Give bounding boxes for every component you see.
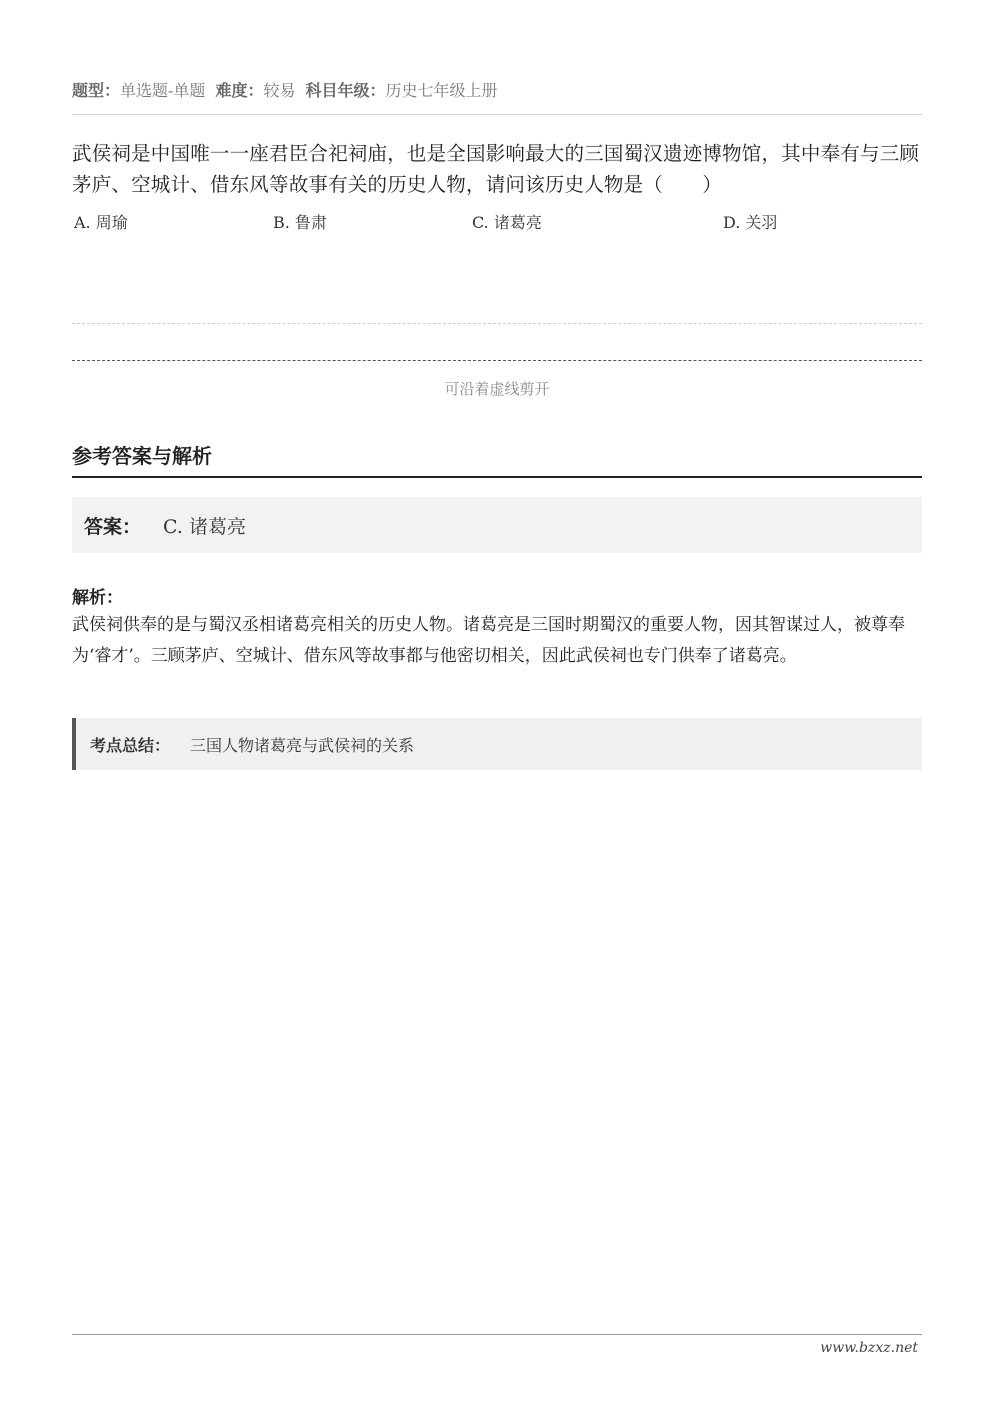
solution-section-divider <box>72 476 922 478</box>
option-b: B. 鲁肃 <box>273 213 327 232</box>
option-a: A. 周瑜 <box>74 213 128 232</box>
solution-section-title: 参考答案与解析 <box>72 444 212 468</box>
subject-value: 历史七年级上册 <box>385 81 498 100</box>
analysis-label: 解析： <box>72 588 123 608</box>
cut-hint: 可沿着虚线剪开 <box>444 380 550 398</box>
option-c: C. 诸葛亮 <box>472 213 542 232</box>
difficulty-label: 难度： <box>215 81 264 100</box>
answer-label: 答案： <box>84 515 142 538</box>
header-divider <box>72 114 922 115</box>
question-text: 武侯祠是中国唯一一座君臣合祀祠庙，也是全国影响最大的三国蜀汉遗迹博物馆，其中奉有与三顾茅庐、空城计、借东风等故事有关的历史人物，请问该历史人物是（ ） <box>72 142 920 196</box>
analysis-text: 武侯祠供奉的是与蜀汉丞相诸葛亮相关的历史人物。诸葛亮是三国时期蜀汉的重要人物，因其智谋过人，被尊奉为‘睿才’。三顾茅庐、空城计、借东风等故事都与他密切相关，因此武侯祠也专门供奉了诸葛亮。 <box>72 615 905 666</box>
answer-value: C. 诸葛亮 <box>163 515 246 538</box>
difficulty-value: 较易 <box>263 81 296 100</box>
option-d: D. 关羽 <box>723 213 778 232</box>
keypoint-box <box>72 718 922 770</box>
type-label: 题型： <box>72 81 121 100</box>
type-value: 单选题-单题 <box>120 81 206 100</box>
keypoint-label: 考点总结： <box>90 735 171 755</box>
keypoint-value: 三国人物诸葛亮与武侯祠的关系 <box>190 735 415 755</box>
subject-label: 科目年级： <box>305 81 386 100</box>
answer-box <box>72 497 922 553</box>
footer-divider <box>72 1334 922 1335</box>
answer-space-divider <box>72 323 922 324</box>
question-meta <box>72 78 922 101</box>
footer-url: www.bzxz.net <box>820 1340 918 1356</box>
cut-line <box>72 360 922 361</box>
